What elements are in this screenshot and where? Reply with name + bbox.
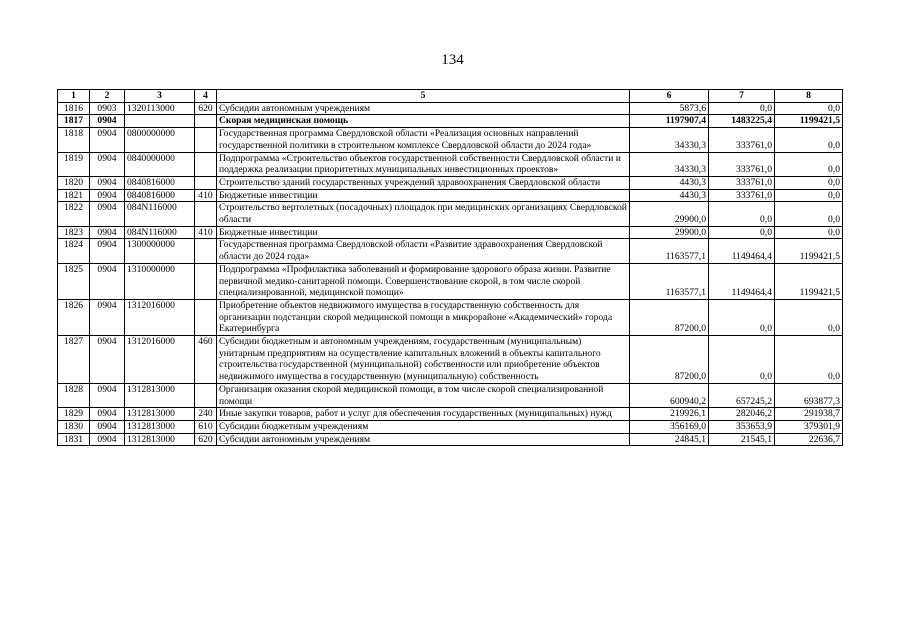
row-number-cell: 1821 <box>58 189 90 202</box>
row-number-cell: 1828 <box>58 383 90 407</box>
table-row <box>58 176 843 189</box>
table-body <box>58 102 843 446</box>
row-number-cell: 1823 <box>58 226 90 239</box>
expense-type-cell: 460 <box>195 336 217 384</box>
header-cell: 6 <box>630 90 709 103</box>
section-code-cell: 0903 <box>90 102 125 115</box>
row-number-cell: 1829 <box>58 408 90 421</box>
amount-col8-cell: 0,0 <box>775 226 843 239</box>
target-article-cell: 1300000000 <box>125 239 195 263</box>
expense-type-cell <box>195 152 217 176</box>
table-row <box>58 263 843 299</box>
expense-type-cell <box>195 383 217 407</box>
table-row <box>58 433 843 446</box>
row-number-cell: 1817 <box>58 115 90 128</box>
description-cell: Бюджетные инвестиции <box>217 189 630 202</box>
amount-col6-cell: 29900,0 <box>630 202 709 226</box>
row-number-cell: 1831 <box>58 433 90 446</box>
amount-col7-cell: 21545,1 <box>709 433 775 446</box>
section-code-cell: 0904 <box>90 202 125 226</box>
amount-col6-cell: 87200,0 <box>630 299 709 335</box>
amount-col8-cell: 693877,3 <box>775 383 843 407</box>
amount-col8-cell: 0,0 <box>775 336 843 384</box>
amount-col6-cell: 24845,1 <box>630 433 709 446</box>
amount-col7-cell: 333761,0 <box>709 176 775 189</box>
expense-type-cell <box>195 128 217 152</box>
target-article-cell: 084N116000 <box>125 226 195 239</box>
expense-type-cell: 620 <box>195 102 217 115</box>
expense-type-cell <box>195 202 217 226</box>
description-cell: Подпрограмма «Строительство объектов государственной собственности Свердловской области и поддержка реализации приоритетных муниципальных инвестиционных проектов» <box>217 152 630 176</box>
header-row <box>58 90 843 103</box>
description-cell: Бюджетные инвестиции <box>217 226 630 239</box>
amount-col7-cell: 1149464,4 <box>709 239 775 263</box>
expense-type-cell <box>195 263 217 299</box>
header-cell: 7 <box>709 90 775 103</box>
table-row <box>58 152 843 176</box>
target-article-cell: 0840816000 <box>125 176 195 189</box>
table-row <box>58 202 843 226</box>
amount-col7-cell: 0,0 <box>709 202 775 226</box>
target-article-cell: 1310000000 <box>125 263 195 299</box>
target-article-cell: 0840000000 <box>125 152 195 176</box>
amount-col8-cell: 1199421,5 <box>775 239 843 263</box>
table-row <box>58 102 843 115</box>
table-row <box>58 408 843 421</box>
amount-col6-cell: 5873,6 <box>630 102 709 115</box>
amount-col6-cell: 1163577,1 <box>630 239 709 263</box>
amount-col7-cell: 0,0 <box>709 226 775 239</box>
expense-type-cell: 410 <box>195 189 217 202</box>
row-number-cell: 1830 <box>58 420 90 433</box>
target-article-cell: 0840816000 <box>125 189 195 202</box>
amount-col8-cell: 1199421,5 <box>775 263 843 299</box>
amount-col8-cell: 22636,7 <box>775 433 843 446</box>
section-code-cell: 0904 <box>90 176 125 189</box>
description-cell: Скорая медицинская помощь <box>217 115 630 128</box>
target-article-cell: 1312813000 <box>125 420 195 433</box>
row-number-cell: 1827 <box>58 336 90 384</box>
row-number-cell: 1825 <box>58 263 90 299</box>
description-cell: Иные закупки товаров, работ и услуг для обеспечения государственных (муниципальных) нужд <box>217 408 630 421</box>
expense-type-cell <box>195 299 217 335</box>
amount-col7-cell: 0,0 <box>709 102 775 115</box>
description-cell: Государственная программа Свердловской области «Развитие здравоохранения Свердловской области до 2024 года» <box>217 239 630 263</box>
amount-col8-cell: 0,0 <box>775 299 843 335</box>
description-cell: Подпрограмма «Профилактика заболеваний и формирование здорового образа жизни. Развитие первичной медико-санитарной помощи. Совершенствование скорой, в том числе скорой специализированной, медицинской помощи» <box>217 263 630 299</box>
description-cell: Строительство вертолетных (посадочных) площадок при медицинских организациях Свердловской области <box>217 202 630 226</box>
amount-col7-cell: 353653,9 <box>709 420 775 433</box>
description-cell: Строительство зданий государственных учреждений здравоохранения Свердловской области <box>217 176 630 189</box>
header-cell: 4 <box>195 90 217 103</box>
target-article-cell: 1312813000 <box>125 408 195 421</box>
target-article-cell: 084N116000 <box>125 202 195 226</box>
section-code-cell: 0904 <box>90 239 125 263</box>
expense-type-cell: 610 <box>195 420 217 433</box>
description-cell: Субсидии автономным учреждениям <box>217 433 630 446</box>
expense-type-cell <box>195 176 217 189</box>
expense-type-cell: 410 <box>195 226 217 239</box>
row-number-cell: 1818 <box>58 128 90 152</box>
section-code-cell: 0904 <box>90 226 125 239</box>
amount-col8-cell: 0,0 <box>775 102 843 115</box>
section-code-cell: 0904 <box>90 128 125 152</box>
target-article-cell <box>125 115 195 128</box>
amount-col6-cell: 87200,0 <box>630 336 709 384</box>
description-cell: Субсидии автономным учреждениям <box>217 102 630 115</box>
header-cell: 1 <box>58 90 90 103</box>
section-code-cell: 0904 <box>90 408 125 421</box>
amount-col8-cell: 0,0 <box>775 176 843 189</box>
amount-col8-cell: 1199421,5 <box>775 115 843 128</box>
amount-col7-cell: 657245,2 <box>709 383 775 407</box>
header-cell: 2 <box>90 90 125 103</box>
expense-type-cell: 620 <box>195 433 217 446</box>
table-row <box>58 383 843 407</box>
amount-col6-cell: 34330,3 <box>630 128 709 152</box>
amount-col6-cell: 600940,2 <box>630 383 709 407</box>
amount-col8-cell: 379301,9 <box>775 420 843 433</box>
amount-col7-cell: 0,0 <box>709 336 775 384</box>
table-row <box>58 128 843 152</box>
section-code-cell: 0904 <box>90 383 125 407</box>
row-number-cell: 1826 <box>58 299 90 335</box>
row-number-cell: 1820 <box>58 176 90 189</box>
description-cell: Организация оказания скорой медицинской помощи, в том числе скорой специализированной помощи <box>217 383 630 407</box>
amount-col7-cell: 333761,0 <box>709 128 775 152</box>
target-article-cell: 1320113000 <box>125 102 195 115</box>
page-number: 134 <box>441 52 464 68</box>
amount-col7-cell: 0,0 <box>709 299 775 335</box>
row-number-cell: 1822 <box>58 202 90 226</box>
header-cell: 5 <box>217 90 630 103</box>
section-code-cell: 0904 <box>90 263 125 299</box>
target-article-cell: 1312016000 <box>125 336 195 384</box>
header-cell: 3 <box>125 90 195 103</box>
target-article-cell: 1312813000 <box>125 433 195 446</box>
target-article-cell: 1312813000 <box>125 383 195 407</box>
amount-col8-cell: 0,0 <box>775 152 843 176</box>
amount-col6-cell: 29900,0 <box>630 226 709 239</box>
amount-col7-cell: 1149464,4 <box>709 263 775 299</box>
row-number-cell: 1824 <box>58 239 90 263</box>
amount-col6-cell: 219926,1 <box>630 408 709 421</box>
section-code-cell: 0904 <box>90 115 125 128</box>
table-row <box>58 299 843 335</box>
table-row <box>58 189 843 202</box>
amount-col7-cell: 333761,0 <box>709 152 775 176</box>
row-number-cell: 1816 <box>58 102 90 115</box>
table-row <box>58 226 843 239</box>
amount-col6-cell: 356169,0 <box>630 420 709 433</box>
amount-col8-cell: 0,0 <box>775 202 843 226</box>
target-article-cell: 0800000000 <box>125 128 195 152</box>
expense-type-cell: 240 <box>195 408 217 421</box>
description-cell: Субсидии бюджетным учреждениям <box>217 420 630 433</box>
table-row <box>58 336 843 384</box>
amount-col6-cell: 34330,3 <box>630 152 709 176</box>
amount-col7-cell: 282046,2 <box>709 408 775 421</box>
section-code-cell: 0904 <box>90 433 125 446</box>
description-cell: Государственная программа Свердловской области «Реализация основных направлений государственной политики в строительном комплексе Свердловской области до 2024 года» <box>217 128 630 152</box>
section-code-cell: 0904 <box>90 299 125 335</box>
amount-col8-cell: 0,0 <box>775 128 843 152</box>
budget-table <box>57 89 843 446</box>
expense-type-cell <box>195 239 217 263</box>
table-row <box>58 420 843 433</box>
target-article-cell: 1312016000 <box>125 299 195 335</box>
amount-col7-cell: 1483225,4 <box>709 115 775 128</box>
expense-type-cell <box>195 115 217 128</box>
amount-col6-cell: 4430,3 <box>630 189 709 202</box>
amount-col8-cell: 291938,7 <box>775 408 843 421</box>
description-cell: Приобретение объектов недвижимого имущества в государственную собственность для организации подстанции скорой медицинской помощи в микрорайоне «Академический» города Екатеринбурга <box>217 299 630 335</box>
row-number-cell: 1819 <box>58 152 90 176</box>
header-cell: 8 <box>775 90 843 103</box>
amount-col8-cell: 0,0 <box>775 189 843 202</box>
section-code-cell: 0904 <box>90 336 125 384</box>
amount-col7-cell: 333761,0 <box>709 189 775 202</box>
section-code-cell: 0904 <box>90 189 125 202</box>
table-row <box>58 115 843 128</box>
table-row <box>58 239 843 263</box>
amount-col6-cell: 1163577,1 <box>630 263 709 299</box>
amount-col6-cell: 4430,3 <box>630 176 709 189</box>
section-code-cell: 0904 <box>90 420 125 433</box>
description-cell: Субсидии бюджетным и автономным учреждениям, государственным (муниципальным) унитарным предприятиям на осуществление капитальных вложений в объекты капитального строительства государственной (муниципальной) собственности или приобретение объектов недвижимого имущества в государственную (муниципальную) собственность <box>217 336 630 384</box>
amount-col6-cell: 1197907,4 <box>630 115 709 128</box>
section-code-cell: 0904 <box>90 152 125 176</box>
